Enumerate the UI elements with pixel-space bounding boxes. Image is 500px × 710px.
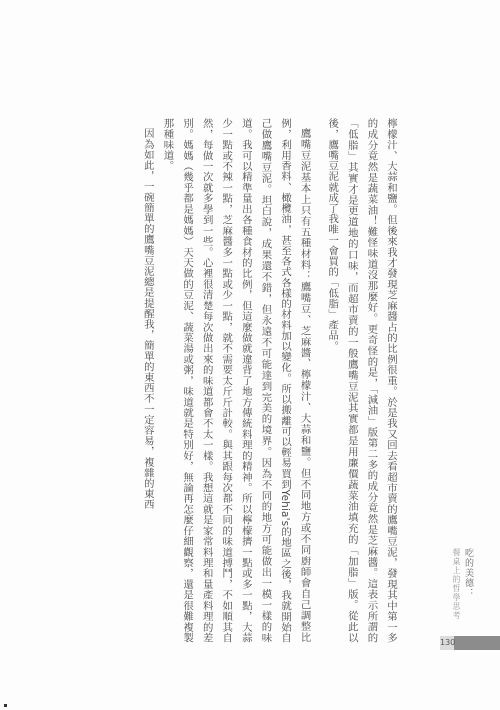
book-title: 吃的美德：: [463, 548, 473, 598]
book-subtitle: 餐桌上的哲學思考: [452, 548, 461, 620]
paragraph-1: 檸檬汁、大蒜和鹽。但後來我才發現芝麻醬占的比例很重。於是我又回去看超市賣的鷹嘴豆泥，發現其中第一多的成分竟然是蔬菜油！難怪味道沒那麼好。更奇怪的是，「減油」版第二多的成分竟然是芝麻醬。這表示所謂的「低脂」其實才是更道地的口味，而超市賣的一般鷹嘴豆泥其實都是用廉價蔬菜油填充的「加脂」版。從此以後，鷹嘴豆泥就成了我唯一會買的「低脂」產品。: [326, 118, 397, 643]
page-number: 130: [440, 636, 454, 650]
corner-mark: [4, 704, 7, 707]
running-header: [450, 548, 474, 620]
paragraph-2: 鷹嘴豆泥基本上只有五種材料：鷹嘴豆、芝麻醬、檸檬汁、大蒜和鹽。但不同地方或不同廚師會自己調整比例，利用香料、橄欖油，甚至各式各樣的材料加以變化。所以搬離可以輕易買到Yehia's的地區之後，我就開始自己做鷹嘴豆泥。坦白說，成果還不錯，但永遠不可能達到完美的境界。因為不同的地方可能做出一模一樣的味道。我可以精準量出各種食材的比例，但這麼做就違背了地方傳統料理的精神。所以檸檬擠一點或多一點，大蒜少一點或不辣一點，芝麻醬多一點或少一點，就不需要太斤斤計較。與其跟每次都不同的味道搏鬥，不如順其自然，每做一次就多學到一些。心裡很清楚每次做出來的味道都會不太一樣。我想這就是家常料理和量產料理的差別。媽媽（幾乎都是媽媽）天天做的豆泥、蔬菜湯或粥，味道就是特別好，無論再怎麼仔細觀察，還是很難複製那種味道。: [161, 118, 311, 643]
body-text: [137, 118, 408, 643]
paragraph-3: 因為如此，一碗簡單的鷹嘴豆泥總是提醒我，簡單的東西不一定容易，複雜的東西: [141, 128, 154, 510]
